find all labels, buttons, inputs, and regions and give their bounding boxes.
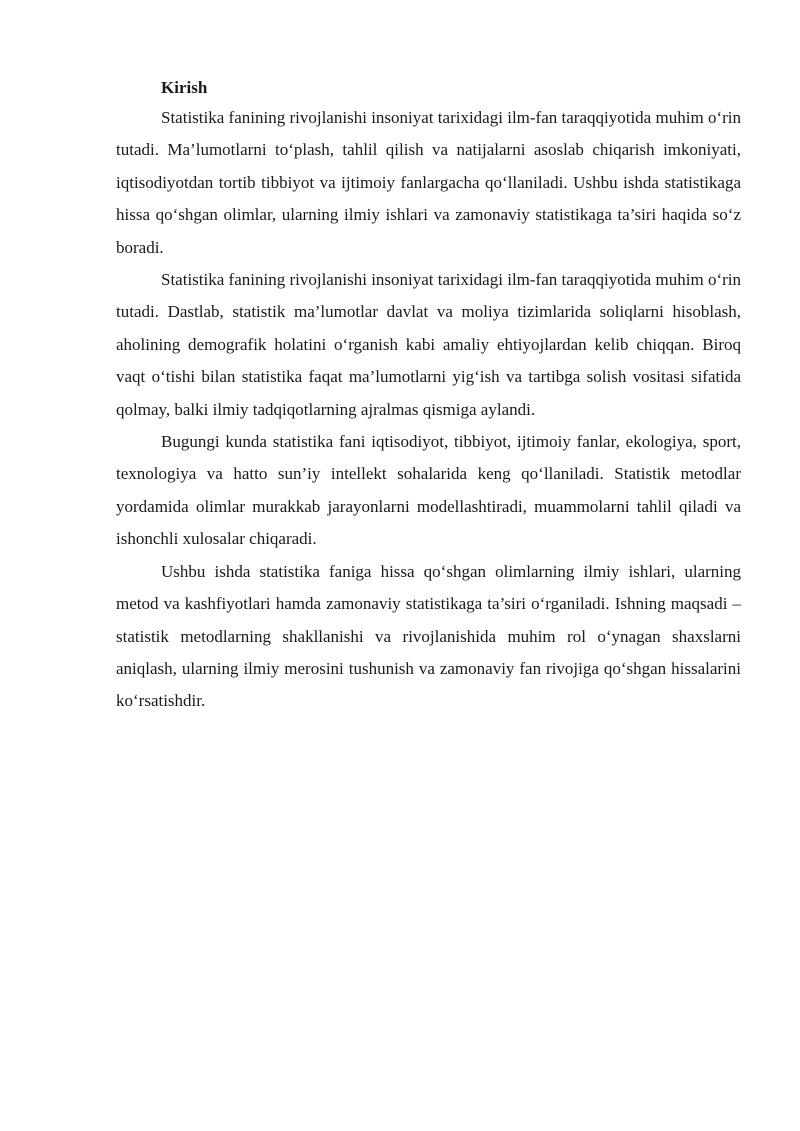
paragraph-1: Statistika fanining rivojlanishi insoniyat tarixidagi ilm-fan taraqqiyotida muhim o‘rin tutadi. Ma’lumotlarni to‘plash, tahlil qilish va natijalarni asoslab chiqarish imkoniyati, iqtisodiyotdan tortib tibbiyot va ijtimoiy fanlargacha qo‘llaniladi. Ushbu ishda statistikaga hissa qo‘shgan olimlar, ularning ilmiy ishlari va zamonaviy statistikaga ta’siri haqida so‘z boradi. <box>116 108 741 257</box>
paragraph-3: Bugungi kunda statistika fani iqtisodiyot, tibbiyot, ijtimoiy fanlar, ekologiya, sport, texnologiya va hatto sun’iy intellekt sohalarida keng qo‘llaniladi. Statistik metodlar yordamida olimlar murakkab jarayonlarni modellashtiradi, muammolarni tahlil qiladi va ishonchli xulosalar chiqaradi. <box>116 432 741 549</box>
paragraph-2: Statistika fanining rivojlanishi insoniyat tarixidagi ilm-fan taraqqiyotida muhim o‘rin tutadi. Dastlab, statistik ma’lumotlar davlat va moliya tizimlarida soliqlarni hisoblash, aholining demografik holatini o‘rganish kabi amaliy ehtiyojlardan kelib chiqqan. Biroq vaqt o‘tishi bilan statistika faqat ma’lumotlarni yig‘ish va tartibga solish vositasi sifatida qolmay, balki ilmiy tadqiqotlarning ajralmas qismiga aylandi. <box>116 270 741 419</box>
document-body <box>116 74 741 718</box>
paragraph-4: Ushbu ishda statistika faniga hissa qo‘shgan olimlarning ilmiy ishlari, ularning metod va kashfiyotlari hamda zamonaviy statistikaga ta’siri o‘rganiladi. Ishning maqsadi – statistik metodlarning shakllanishi va rivojlanishida muhim rol o‘ynagan shaxslarni aniqlash, ularning ilmiy merosini tushunish va zamonaviy fan rivojiga qo‘shgan hissalarini ko‘rsatishdir. <box>116 561 741 711</box>
section-heading: Kirish <box>161 78 208 97</box>
